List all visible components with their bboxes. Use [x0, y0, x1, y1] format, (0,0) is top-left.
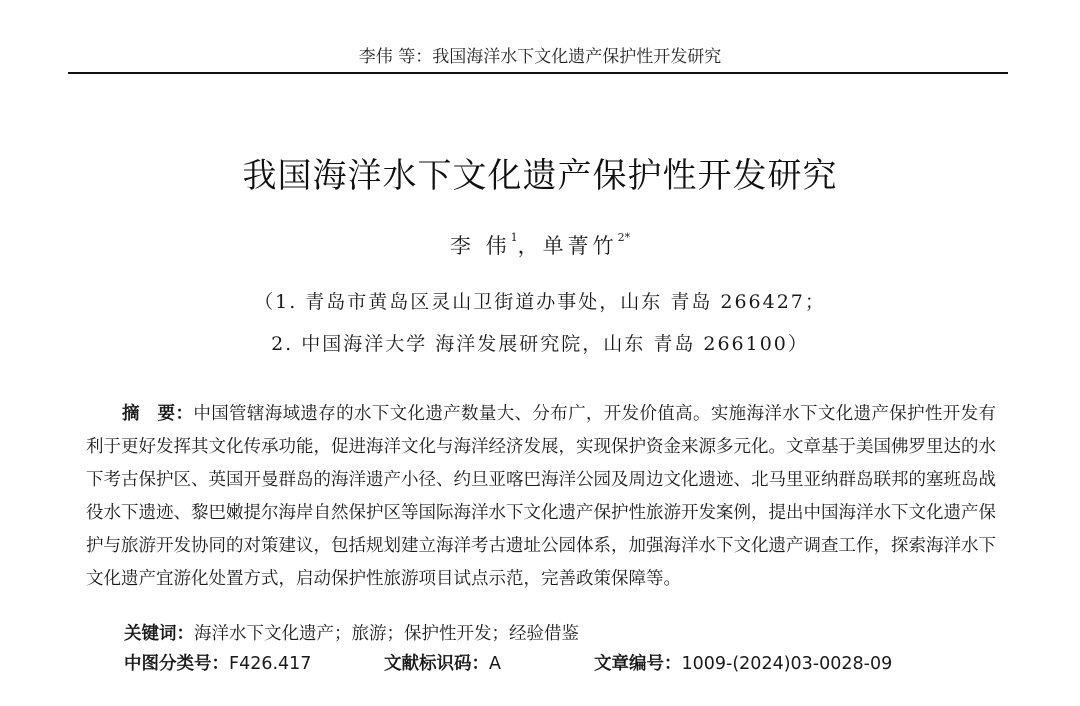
- keywords-text: 海洋水下文化遗产；旅游；保护性开发；经验借鉴: [194, 624, 579, 644]
- article-number: [594, 650, 892, 675]
- header-rule: [68, 72, 1008, 74]
- author-line: [0, 230, 1080, 260]
- paper-title: 我国海洋水下文化遗产保护性开发研究: [242, 156, 838, 196]
- article-number-label: 文章编号：: [594, 654, 682, 674]
- keywords-label: 关键词：: [124, 624, 194, 644]
- abstract-text: 中国管辖海域遗存的水下文化遗产数量大、分布广，开发价值高。实施海洋水下文化遗产保护性开发有利于更好发挥其文化传承功能，促进海洋文化与海洋经济发展，实现保护资金来源多元化。文章基于美国佛罗里达的水下考古保护区、英国开曼群岛的海洋遗产小径、约旦亚喀巴海洋公园及周边文化遗迹、北马里亚纳群岛联邦的塞班岛战役水下遗迹、黎巴嫩提尔海岸自然保护区等国际海洋水下文化遗产保护性旅游开发案例，提出中国海洋水下文化遗产保护与旅游开发协同的对策建议，包括规划建立海洋考古遗址公园体系，加强海洋水下文化遗产调查工作，探索海洋水下文化遗产宜游化处置方式，启动保护性旅游项目试点示范，完善政策保障等。: [86, 404, 996, 589]
- author-separator: ，: [517, 234, 543, 258]
- affiliation-1: （1. 青岛市黄岛区灵山卫街道办事处，山东 青岛 266427；: [254, 291, 826, 313]
- affiliation-2: 2. 中国海洋大学 海洋发展研究院，山东 青岛 266100）: [271, 333, 809, 355]
- keywords: [124, 620, 579, 645]
- author-superscript: 2*: [617, 231, 631, 244]
- clc-number: [124, 650, 311, 675]
- document-code-label: 文献标识码：: [384, 654, 489, 674]
- abstract-label: 摘 要：: [122, 404, 194, 424]
- document-code-value: A: [489, 654, 501, 674]
- clc-label: 中图分类号：: [124, 654, 229, 674]
- document-code: [384, 650, 501, 675]
- clc-value: F426.417: [229, 654, 312, 674]
- author-name: 李 伟: [449, 234, 511, 258]
- author-name: 单菁竹: [542, 234, 618, 258]
- author-superscript: 1: [510, 231, 518, 244]
- article-number-value: 1009-(2024)03-0028-09: [681, 654, 893, 674]
- running-header: 李伟 等：我国海洋水下文化遗产保护性开发研究: [358, 47, 722, 67]
- abstract: [86, 398, 996, 596]
